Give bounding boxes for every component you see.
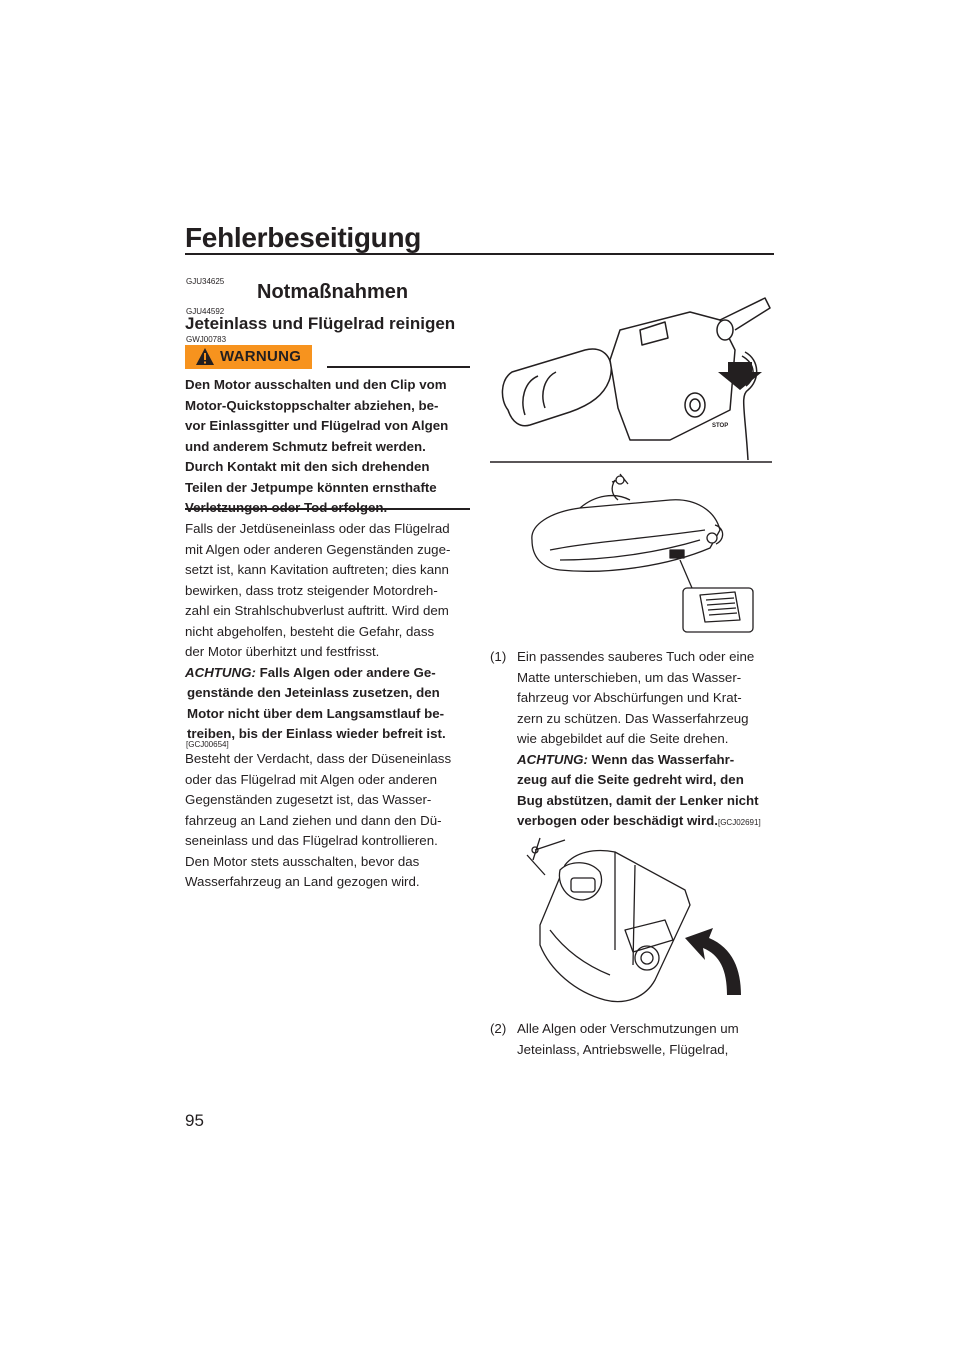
step-number: (2) — [490, 1021, 507, 1036]
warning-badge — [185, 345, 312, 369]
text-line: Ein passendes sauberes Tuch oder eine — [517, 649, 755, 664]
paragraph-inspection — [185, 749, 475, 893]
warning-end-rule — [185, 508, 470, 510]
caution-prefix: ACHTUNG: — [517, 751, 588, 767]
warning-rule — [327, 366, 470, 368]
text-line: Gegenständen zugesetzt ist, das Wasser- — [185, 792, 432, 807]
caution-line — [185, 663, 475, 684]
text-line: Jeteinlass, Antriebswelle, Flügelrad, — [517, 1041, 729, 1057]
caution-code: [GCJ02691] — [717, 818, 761, 827]
paragraph-cavitation — [185, 519, 475, 745]
text-line: mit Algen oder anderen Gegenständen zuge- — [185, 541, 451, 557]
caution-line: zeug auf die Seite gedreht wird, den — [517, 772, 744, 787]
section-title: Notmaßnahmen — [257, 281, 409, 303]
caution-line: Bug abstützen, damit der Lenker nicht — [517, 792, 759, 808]
stop-label: STOP — [712, 423, 729, 429]
text-line: Falls der Jetdüseneinlass oder das Flügelrad — [185, 521, 450, 536]
text-line: seneinlass und das Flügelrad kontrollieren. — [185, 833, 438, 848]
text-line: der Motor überhitzt und festfrisst. — [185, 644, 380, 659]
header-rule — [185, 253, 774, 255]
caution-code: [GCJ00654] — [186, 740, 229, 749]
warning-triangle-icon — [195, 347, 215, 366]
warning-line: Durch Kontakt mit den sich drehenden — [185, 459, 430, 474]
caution-text: Wenn das Wasserfahr- — [591, 751, 735, 767]
text-line: wie abgebildet auf die Seite drehen. — [517, 731, 729, 746]
watercraft-on-side-illustration — [505, 830, 750, 1010]
text-line: Matte unterschieben, um das Wasser- — [517, 669, 742, 685]
text-line: Alle Algen oder Verschmutzungen um — [517, 1021, 739, 1036]
warning-label: WARNUNG — [220, 348, 302, 365]
text-line: oder das Flügelrad mit Algen oder anderen — [185, 771, 438, 787]
caution-line — [517, 750, 761, 771]
step-text — [517, 1019, 739, 1060]
text-line: bewirken, dass trotz steigender Motordreh- — [185, 582, 438, 598]
warning-line: vor Einlassgitter und Flügelrad von Algen — [185, 418, 449, 433]
warning-text — [185, 375, 475, 519]
text-line: fahrzeug an Land ziehen und dann den Dü- — [185, 812, 442, 828]
warning-line: und anderem Schmutz befreit werden. — [185, 438, 426, 454]
warning-code: GWJ00783 — [186, 335, 227, 344]
warning-line: Den Motor ausschalten und den Clip vom — [185, 377, 447, 392]
text-line: zahl ein Strahlschubverlust auftritt. Wird dem — [185, 603, 449, 618]
caution-line: treiben, bis der Einlass wieder befreit ist. — [187, 726, 446, 741]
warning-line: Motor-Quickstoppschalter abziehen, be- — [185, 397, 439, 413]
caution-text: verbogen oder beschädigt wird. — [517, 813, 718, 828]
handlebar-stop-switch-illustration — [490, 290, 775, 465]
text-line: Den Motor stets ausschalten, bevor das — [185, 853, 420, 869]
watercraft-intake-illustration — [520, 470, 760, 635]
text-line: zern zu schützen. Das Wasserfahrzeug — [517, 710, 749, 726]
caution-line: genstände den Jeteinlass zusetzen, den — [187, 685, 440, 700]
subsection-code: GJU44592 — [186, 307, 225, 316]
caution-line — [517, 811, 761, 832]
section-code: GJU34625 — [186, 277, 225, 286]
subsection-title: Jeteinlass und Flügelrad reinigen — [185, 314, 456, 333]
text-line: fahrzeug vor Abschürfungen und Krat- — [517, 690, 742, 705]
caution-line: Motor nicht über dem Langsamstlauf be- — [187, 705, 445, 721]
warning-line: Teilen der Jetpumpe könnten ernsthafte — [185, 479, 437, 495]
chapter-title: Fehlerbeseitigung — [185, 222, 422, 253]
step-text — [517, 647, 761, 832]
step-number: (1) — [490, 649, 507, 664]
text-line: Besteht der Verdacht, dass der Düseneinlass — [185, 751, 452, 766]
caution-prefix: ACHTUNG: — [185, 664, 256, 680]
text-line: Wasserfahrzeug an Land gezogen wird. — [185, 874, 420, 889]
caution-text: Falls Algen oder andere Ge- — [259, 664, 436, 680]
text-line: nicht abgeholfen, besteht die Gefahr, dass — [185, 623, 435, 639]
page-number: 95 — [185, 1111, 204, 1130]
text-line: setzt ist, kann Kavitation auftreten; dies kann — [185, 562, 449, 577]
